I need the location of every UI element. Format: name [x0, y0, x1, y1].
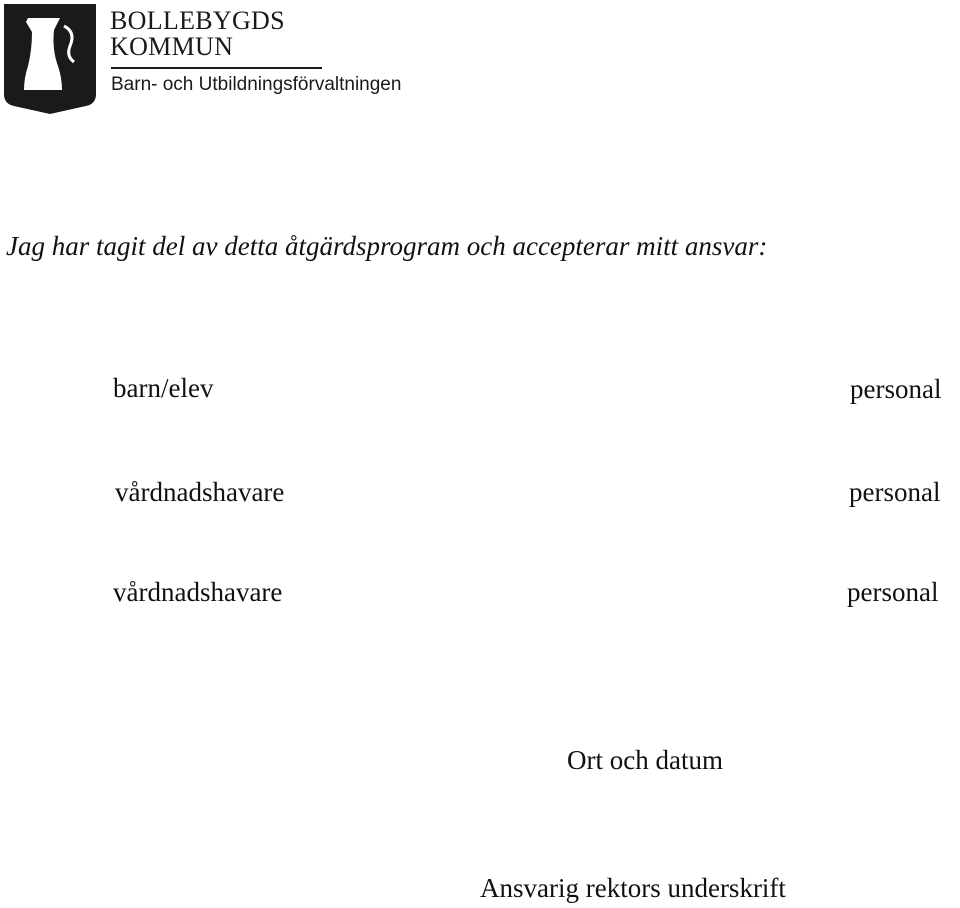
department-name: Barn- och Utbildningsförvaltningen: [111, 74, 402, 95]
rector-signature-label: Ansvarig rektors underskrift: [480, 873, 786, 903]
signature-label-staff-2: personal: [849, 477, 941, 507]
signature-label-staff-1: personal: [850, 374, 942, 404]
acceptance-statement: Jag har tagit del av detta åtgärdsprogram och accepterar mitt ansvar:: [6, 231, 768, 261]
signature-label-student: barn/elev: [113, 373, 214, 403]
signature-label-guardian-1: vårdnadshavare: [115, 477, 285, 507]
logo-org-line2: KOMMUN: [110, 32, 234, 61]
logo-org-line1: BOLLEBYGDS: [110, 6, 285, 35]
logo-divider: [111, 67, 322, 69]
place-and-date-label: Ort och datum: [567, 745, 723, 775]
municipality-logo: [2, 2, 482, 118]
signature-label-staff-3: personal: [847, 577, 939, 607]
signature-label-guardian-2: vårdnadshavare: [113, 577, 283, 607]
municipal-crest-jug-icon: [2, 2, 98, 116]
